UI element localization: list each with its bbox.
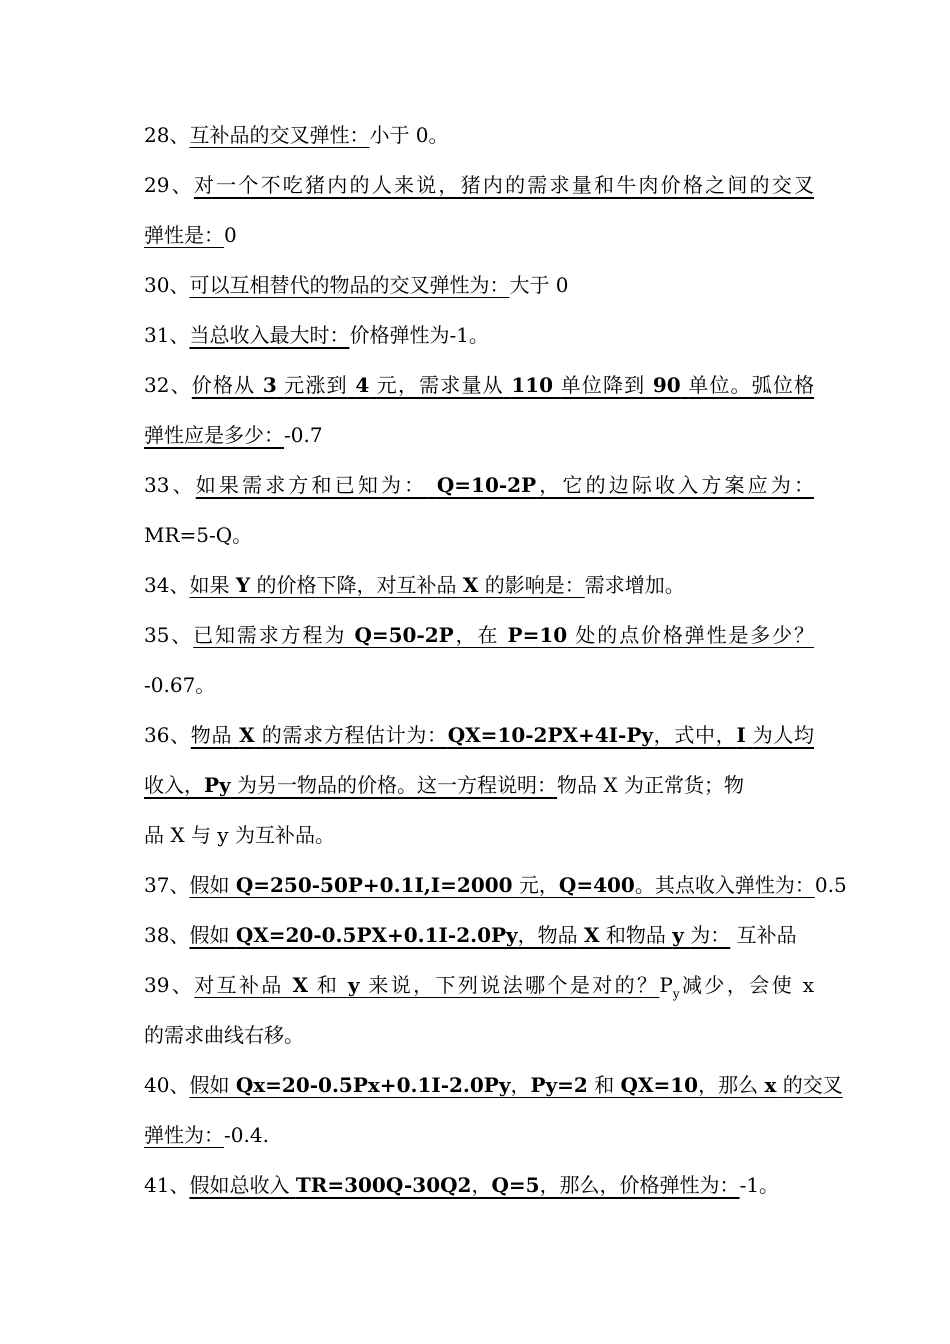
item-34 (144, 572, 814, 598)
question-text: 互补品的交叉弹性： (189, 123, 370, 147)
item-36-cont2 (144, 822, 814, 848)
item-number: 30、 (144, 273, 190, 297)
item-number: 34、 (144, 573, 190, 597)
item-number: 33、 (144, 473, 196, 497)
answer-text: -0.67。 (144, 673, 216, 697)
item-number: 37、 (144, 873, 190, 897)
item-number: 35、 (144, 623, 194, 647)
answer-text: 0.5 (814, 873, 847, 897)
item-28 (144, 122, 814, 148)
item-38 (144, 922, 814, 948)
question-text: 假如 QX=20-0.5PX+0.1I-2.0Py，物品 X 和物品 y 为： (189, 923, 731, 947)
item-number: 29、 (144, 173, 194, 197)
answer-text: -1。 (739, 1173, 780, 1197)
answer-text: -0.7 (284, 423, 323, 447)
answer-text: 品 X 与 y 为互补品。 (144, 823, 335, 847)
item-36 (144, 722, 814, 748)
question-text: 如果 Y 的价格下降，对互补品 X 的影响是： (189, 573, 585, 597)
question-text: 收入，Py 为另一物品的价格。这一方程说明： (144, 773, 558, 797)
answer-text: MR=5-Q。 (144, 523, 253, 547)
item-33 (144, 472, 814, 498)
question-text: 对一个不吃猪内的人来说，猪内的需求量和牛肉价格之间的交叉 (193, 173, 815, 197)
question-text: 如果需求方和已知为： Q=10-2P，它的边际收入方案应为： (195, 473, 814, 497)
item-32-cont (144, 422, 814, 448)
item-39-cont (144, 1022, 814, 1048)
question-text: 假如 Qx=20-0.5Px+0.1I-2.0Py，Py=2 和 QX=10，那么 x 的交叉 (189, 1073, 843, 1097)
item-36-cont (144, 772, 814, 798)
answer-text: 小于 0。 (369, 123, 449, 147)
item-37 (144, 872, 847, 898)
question-text: 可以互相替代的物品的交叉弹性为： (189, 273, 510, 297)
item-35 (144, 622, 814, 648)
item-number: 38、 (144, 923, 190, 947)
item-number: 36、 (144, 723, 191, 747)
question-text: 对互补品 X 和 y 来说，下列说法哪个是对的？ (194, 973, 660, 997)
item-41 (144, 1172, 814, 1198)
answer-text: 互补品 (736, 923, 797, 947)
answer-text: 物品 X 为正常货；物 (557, 773, 744, 797)
question-text: 弹性为： (144, 1123, 224, 1147)
question-text: 假如 Q=250-50P+0.1I,I=2000 元，Q=400。其点收入弹性为： (189, 873, 815, 897)
question-text: 物品 X 的需求方程估计为：QX=10-2PX+4I-Py，式中，I 为人均 (190, 723, 815, 747)
item-30 (144, 272, 814, 298)
item-35-cont (144, 672, 814, 698)
answer-text: 需求增加。 (584, 573, 685, 597)
answer-text: 大于 0 (509, 273, 569, 297)
answer-text: 0 (224, 223, 237, 247)
answer-text: $P_y$减少，会使 x (659, 973, 815, 1001)
question-text: 弹性应是多少： (144, 423, 284, 447)
item-40-cont (144, 1122, 814, 1148)
answer-text: 价格弹性为-1。 (349, 323, 489, 347)
item-40 (144, 1072, 843, 1098)
question-text: 当总收入最大时： (189, 323, 350, 347)
item-39 (144, 972, 814, 1001)
question-text: 价格从 3 元涨到 4 元，需求量从 110 单位降到 90 单位。弧位格 (191, 373, 815, 397)
item-number: 31、 (144, 323, 190, 347)
item-29 (144, 172, 814, 198)
item-number: 32、 (144, 373, 192, 397)
item-number: 40、 (144, 1073, 190, 1097)
question-text: 假如总收入 TR=300Q-30Q2，Q=5，那么，价格弹性为： (189, 1173, 740, 1197)
item-number: 28、 (144, 123, 190, 147)
item-29-cont (144, 222, 814, 248)
answer-text: 的需求曲线右移。 (144, 1023, 304, 1047)
item-32 (144, 372, 814, 398)
question-text: 已知需求方程为 Q=50-2P，在 P=10 处的点价格弹性是多少？ (193, 623, 815, 647)
answer-text: -0.4. (224, 1123, 269, 1147)
question-text: 弹性是： (144, 223, 224, 247)
item-31 (144, 322, 814, 348)
item-number: 41、 (144, 1173, 190, 1197)
item-number: 39、 (144, 973, 195, 997)
item-33-cont (144, 522, 814, 548)
